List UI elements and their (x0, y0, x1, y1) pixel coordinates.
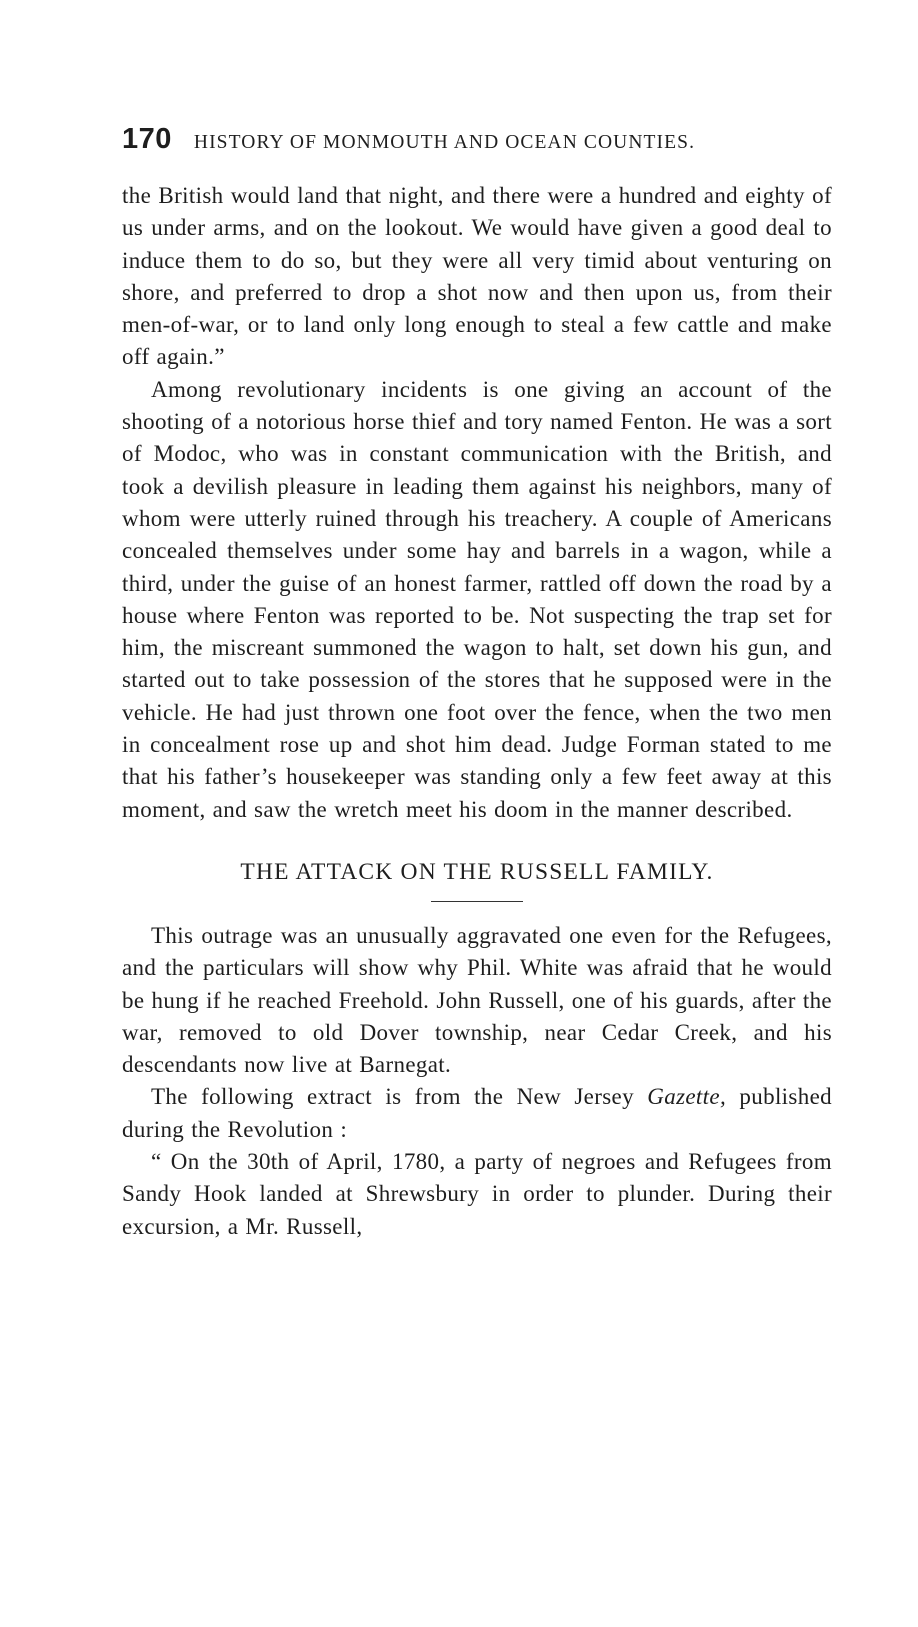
section-heading: THE ATTACK ON THE RUSSELL FAMILY. (240, 858, 714, 885)
paragraph-fenton: Among revolutionary incidents is one giving an account of the shooting of a notorious horse thief and tory named Fenton. He was a sort of Modoc, who was in constant communication with the British, and took a devilish pleasure in leading them against his neighbors, many of whom were utterly ruined through his treachery. A couple of Americans concealed themselves under some hay and barrels in a wagon, while a third, under the guise of an honest farmer, rattled off down the road by a house where Fenton was reported to be. Not suspecting the trap set for him, the miscreant summoned the wagon to halt, set down his gun, and started out to take possession of the stores that he supposed were in the vehicle. He had just thrown one foot over the fence, when the two men in concealment rose up and shot him dead. Judge Forman stated to me that his father’s housekeeper was standing only a few feet away at this moment, and saw the wretch meet his doom in the manner described. (122, 376, 832, 822)
running-header (122, 120, 832, 158)
paragraph-gazette (122, 1081, 832, 1146)
page-number: 170 (122, 123, 172, 155)
gazette-title: Gazette, (647, 1084, 727, 1110)
gazette-intro: The following extract is from the New Jersey (151, 1084, 648, 1110)
body-text (122, 180, 832, 1243)
book-page (122, 120, 832, 1243)
paragraph-continuation: the British would land that night, and there were a hundred and eighty of us under arms, and on the lookout. We would have given a good deal to induce them to do so, but they were all very timid about venturing on shore, and preferred to drop a shot now and then upon us, from their men-of-war, or to land only long enough to steal a few cattle and make off again.” (122, 183, 832, 370)
paragraph-russell: This outrage was an unusually aggravated one even for the Refugees, and the particulars will show why Phil. White was afraid that he would be hung if he reached Freehold. John Russell, one of his guards, after the war, removed to old Dover township, near Cedar Creek, and his descendants now live at Barnegat. (122, 922, 832, 1078)
paragraph-quote: “ On the 30th of April, 1780, a party of negroes and Refugees from Sandy Hook landed at Shrewsbury in order to plunder. During their excursion, a Mr. Russell, (122, 1149, 832, 1239)
gazette-outro: published during the Revolution : (122, 1084, 832, 1142)
heading-rule (431, 901, 523, 902)
running-title: HISTORY OF MONMOUTH AND OCEAN COUNTIES. (193, 132, 696, 153)
